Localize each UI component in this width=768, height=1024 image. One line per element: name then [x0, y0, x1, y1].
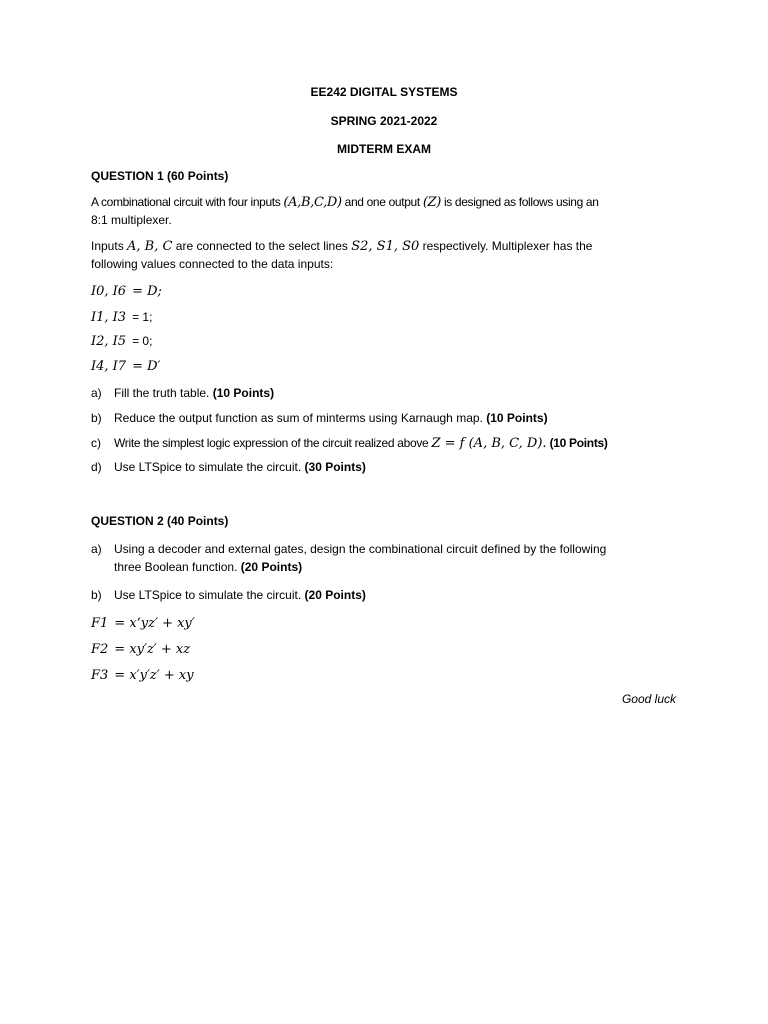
question-1-heading: QUESTION 1 (60 Points): [91, 169, 229, 183]
part-label: a): [91, 386, 102, 400]
exam-title: MIDTERM EXAM: [337, 142, 431, 156]
part-body: Use LTSpice to simulate the circuit.: [114, 588, 305, 602]
inputs-text-a: Inputs: [91, 239, 128, 253]
part-label: b): [91, 588, 102, 602]
closing-text: Good luck: [621, 692, 676, 706]
part-body: Use LTSpice to simulate the circuit.: [114, 460, 305, 474]
part-label: b): [91, 411, 102, 425]
function-row: [91, 615, 195, 632]
intro-output-var: (Z): [422, 195, 441, 210]
part-points: (10 Points): [546, 436, 608, 450]
part-text: [114, 410, 548, 426]
term-title: SPRING 2021-2022: [330, 114, 438, 128]
part-points: (20 Points): [240, 560, 303, 574]
part-body: Reduce the output function as sum of minterms using Karnaugh map.: [114, 411, 487, 425]
data-input-rhs: = D;: [132, 284, 162, 299]
part-points: (30 Points): [304, 460, 366, 474]
intro-text-b: and one output: [341, 195, 423, 209]
function-lhs: F3: [91, 668, 109, 683]
data-input-lhs: I0, I6: [91, 284, 127, 299]
part-text: [114, 559, 302, 575]
part-text: [114, 459, 366, 475]
part-body: three Boolean function.: [114, 560, 241, 574]
question-1-inputs: [91, 238, 592, 255]
function-rhs: = xy′z′ + xz: [114, 642, 191, 657]
data-input-lhs: I4, I7: [91, 359, 127, 374]
part-body: Write the simplest logic expression of the circuit realized above: [114, 436, 432, 450]
part-points: (10 Points): [486, 411, 548, 425]
part-body: Fill the truth table.: [114, 386, 213, 400]
function-row: [91, 641, 190, 658]
part-label: d): [91, 460, 102, 474]
inputs-vars: A, B, C: [127, 239, 173, 254]
function-lhs: F1: [91, 616, 109, 631]
data-input-lhs: I2, I5: [91, 334, 127, 349]
part-label: a): [91, 542, 102, 556]
part-text: [114, 435, 608, 452]
course-title: EE242 DIGITAL SYSTEMS: [310, 85, 458, 99]
function-lhs: F2: [91, 642, 109, 657]
inputs-text-c: respectively. Multiplexer has the: [419, 239, 593, 253]
intro-text-c: is designed as follows using an: [440, 195, 599, 209]
question-2-heading: QUESTION 2 (40 Points): [91, 514, 229, 528]
part-points: (10 Points): [212, 386, 275, 400]
function-row: [91, 667, 194, 684]
data-input-row: [91, 309, 152, 326]
data-input-rhs: = D′: [132, 359, 161, 374]
function-rhs: = x′y′z′ + xy: [114, 668, 194, 683]
data-input-lhs: I1, I3: [91, 310, 127, 325]
part-label: c): [91, 436, 101, 450]
data-input-row: [91, 358, 160, 375]
data-input-row: [91, 333, 152, 350]
part-text: [114, 385, 274, 401]
question-1-inputs-line2: following values connected to the data inputs:: [91, 257, 334, 271]
data-input-rhs: = 0;: [132, 334, 153, 348]
data-input-row: [91, 283, 162, 300]
part-math: Z = f (A, B, C, D).: [431, 436, 547, 451]
intro-input-vars: (A,B,C,D): [283, 195, 342, 210]
data-input-rhs: = 1;: [132, 310, 153, 324]
part-points: (20 Points): [304, 588, 366, 602]
intro-text-a: A combinational circuit with four inputs: [91, 195, 284, 209]
part-text: [114, 587, 366, 603]
part-text: Using a decoder and external gates, design the combinational circuit defined by the following: [114, 542, 607, 556]
inputs-text-b: are connected to the select lines: [172, 239, 352, 253]
question-1-intro: [91, 194, 599, 211]
function-rhs: = x‘yz′ + xy′: [114, 616, 195, 631]
question-1-intro-line2: 8:1 multiplexer.: [91, 213, 172, 227]
select-lines: S2, S1, S0: [351, 239, 420, 254]
